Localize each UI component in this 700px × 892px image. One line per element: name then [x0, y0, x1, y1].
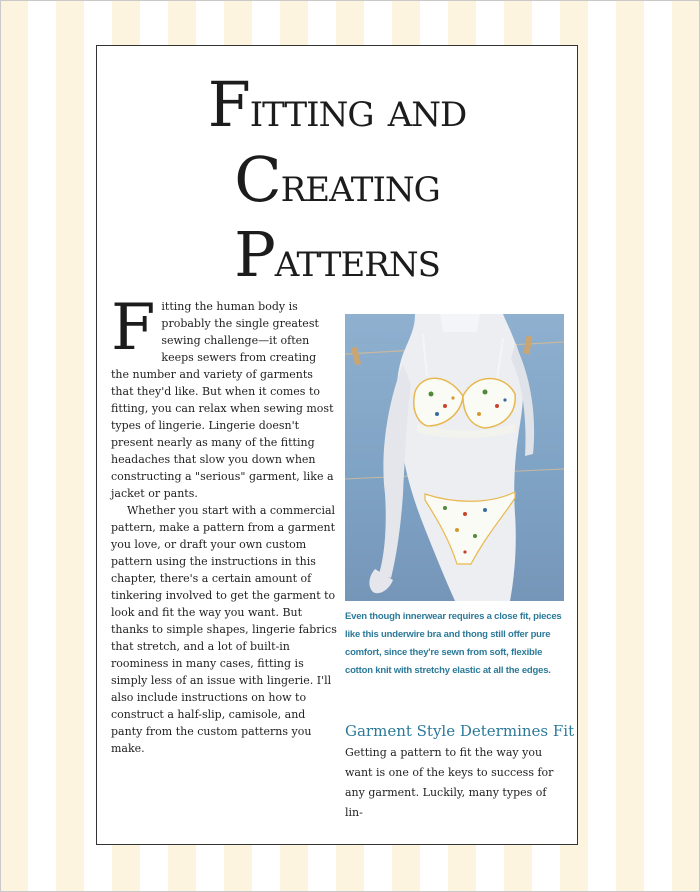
section-body: Getting a pattern to fit the way you want is one of the keys to success for any garment. Luckily, many types of lin- — [345, 746, 554, 819]
title-line-3-cap: P — [234, 218, 275, 291]
section-heading: Garment Style Determines Fit — [345, 722, 575, 740]
clothespin-icon — [523, 336, 532, 355]
clothespin-icon — [351, 347, 361, 366]
title-line-3 — [97, 220, 577, 295]
book-page — [96, 45, 578, 845]
title-line-1-cap: F — [207, 68, 250, 141]
mannequin-neck — [440, 314, 480, 332]
drop-cap: F — [111, 291, 156, 365]
title-line-1-rest: itting and — [249, 82, 467, 138]
mannequin-left-arm — [379, 364, 411, 578]
intro-paragraph — [111, 291, 337, 502]
second-paragraph: Whether you start with a commercial pattern, make a pattern from a garment you love, or draft your own custom pattern using the instructions in this chapter, there's a certain amount of tinkering involved to get the garment to look and fit the way you want. But thanks to simple shapes, lingerie fabrics that stretch, and a lot of built-in roominess in many cases, fitting is simply less of an issue with lingerie. I'll also include instructions on how to construct a half-slip, camisole, and panty from the custom patterns you make. — [111, 504, 337, 755]
title-line-2 — [97, 145, 577, 220]
title-line-2-cap: C — [234, 143, 281, 216]
title-line-1 — [97, 70, 577, 145]
lingerie-photo — [345, 314, 564, 601]
title-line-3-rest: atterns — [274, 232, 440, 288]
mannequin-illustration — [345, 314, 564, 601]
title-line-2-rest: reating — [280, 157, 440, 213]
chapter-title — [97, 70, 577, 295]
left-column — [111, 291, 337, 757]
photo-caption: Even though innerwear requires a close fit, pieces like this underwire bra and thong still offer pure comfort, since they're sewn from soft, flexible cotton knit with stretchy elastic at all the edges. — [345, 611, 562, 676]
intro-paragraph-text: itting the human body is probably the single greatest sewing challenge—it often keeps sewers from creating the number and variety of garments that they'd like. But when it comes to fitting, you can relax when sewing most types of lingerie. Lingerie doesn't present nearly as many of the fitting headaches that slow you down when constructing a "serious" garment, like a jacket or pants. — [111, 300, 334, 500]
